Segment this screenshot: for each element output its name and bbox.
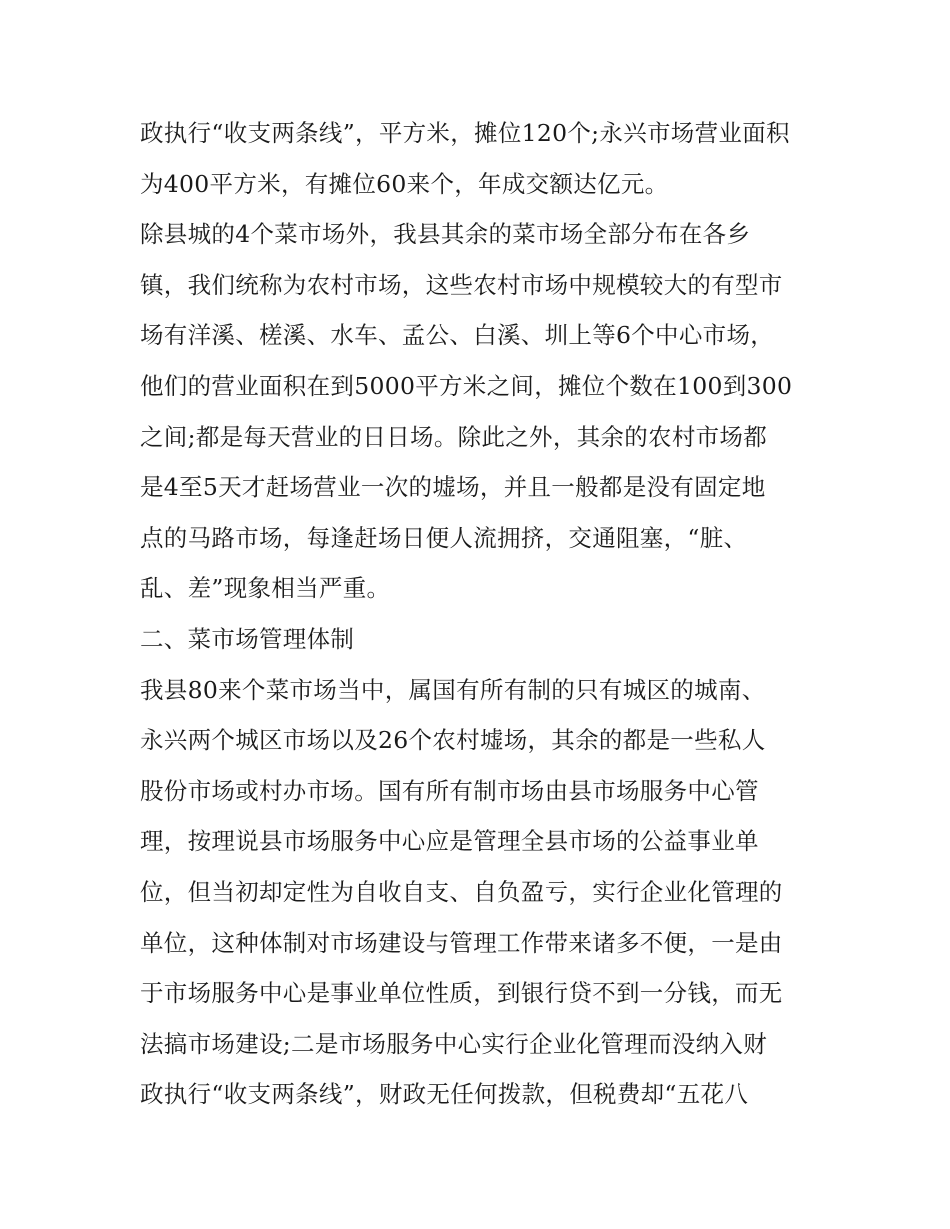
text-line: 之间;都是每天营业的日日场。除此之外，其余的农村市场都	[140, 422, 768, 451]
text-line: 政执行“收支两条线”，平方米，摊位120个;永兴市场营业面积	[140, 119, 790, 147]
document-body	[140, 108, 820, 1120]
text-line: 于市场服务中心是事业单位性质，到银行贷不到一分钱，而无	[140, 979, 783, 1008]
text-line: 法搞市场建设;二是市场服务中心实行企业化管理而没纳入财	[140, 1029, 768, 1058]
text-line: 除县城的4个菜市场外，我县其余的菜市场全部分布在各乡	[140, 220, 751, 249]
text-line: 位，但当初却定性为自收自支、自负盈亏，实行企业化管理的	[140, 877, 783, 906]
text-line: 理，按理说县市场服务中心应是管理全县市场的公益事业单	[140, 827, 759, 856]
text-line: 是4至5天才赶场营业一次的墟场，并且一般都是没有固定地	[140, 473, 766, 502]
text-line: 股份市场或村办市场。国有所有制市场由县市场服务中心管	[140, 776, 759, 805]
text-line: 单位，这种体制对市场建设与管理工作带来诸多不便，一是由	[140, 928, 783, 957]
text-line: 场有洋溪、槎溪、水车、孟公、白溪、圳上等6个中心市场，	[140, 321, 775, 350]
text-line: 镇，我们统称为农村市场，这些农村市场中规模较大的有型市	[140, 270, 783, 299]
text-line: 我县80来个菜市场当中，属国有所有制的只有城区的城南、	[140, 675, 766, 704]
text-line: 他们的营业面积在到5000平方米之间，摊位个数在100到300	[140, 371, 793, 400]
section-heading: 二、菜市场管理体制	[140, 624, 355, 653]
text-line: 为400平方米，有摊位60来个，年成交额达亿元。	[140, 169, 669, 198]
text-line: 永兴两个城区市场以及26个农村墟场，其余的都是一些私人	[140, 726, 766, 755]
text-line: 政执行“收支两条线”，财政无任何拨款，但税费却“五花八	[140, 1080, 749, 1109]
text-line: 乱、差”现象相当严重。	[140, 574, 391, 603]
text-line: 点的马路市场，每逢赶场日便人流拥挤，交通阻塞，“脏、	[140, 523, 748, 552]
